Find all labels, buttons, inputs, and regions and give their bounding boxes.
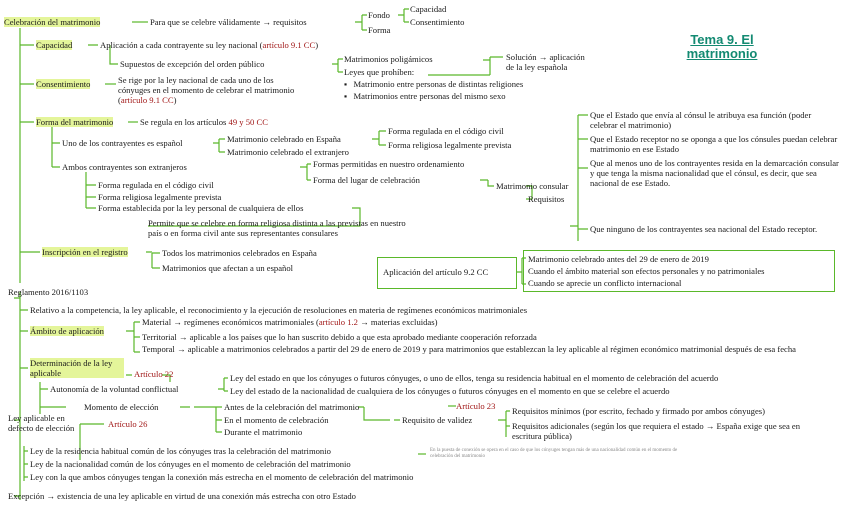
node-capacidad: Capacidad: [36, 40, 73, 50]
node-para-que: Para que se celebre válidamente → requisitos: [150, 17, 307, 27]
node-durante: Durante el matrimonio: [224, 427, 303, 437]
node-forma: Forma: [368, 25, 391, 35]
page-title: Tema 9. El matrimonio: [686, 32, 758, 61]
node-forma-matrimonio: Forma del matrimonio: [36, 117, 114, 127]
node-excepcion: Excepción → existencia de una ley aplicable en virtud de una conexión más estrecha con otro Estado: [8, 491, 356, 501]
node-f1: Forma regulada en el código civil: [98, 180, 214, 190]
node-d1: Ley de la residencia habitual común de los cónyuges tras la celebración del matrimonio: [30, 446, 331, 456]
node-supuestos: Supuestos de excepción del orden público: [120, 59, 265, 69]
node-d2: Ley de la nacionalidad común de los cónyuges en el momento de celebración del matrimonio: [30, 459, 351, 469]
node-consentimiento-item: Consentimiento: [410, 17, 465, 27]
node-celebrado-espana: Matrimonio celebrado en España: [227, 134, 341, 144]
consul-req-4: Que ninguno de los contrayentes sea nacional del Estado receptor.: [590, 224, 818, 234]
node-antes: Antes de la celebración del matrimonio: [224, 402, 360, 412]
capacidad-text: Aplicación a cada contrayente su ley nacional (artículo 9.1 CC): [100, 40, 319, 50]
node-requisito-validez: Requisito de validez: [402, 415, 473, 425]
node-uno-espanol: Uno de los contrayentes es español: [62, 138, 183, 148]
node-permitidas: Formas permitidas en nuestro ordenamiento: [313, 159, 465, 169]
consentimiento-text: Se rige por la ley nacional de cada uno de los cónyuges en el momento de celebrar el matrimonio (artículo 9.1 CC): [118, 75, 295, 105]
node-celebracion: Celebración del matrimonio: [4, 17, 101, 27]
node-nota: En la puesta de conexión se opera en el caso de que los cónyuges tengan más de una nacionalidad común en el momento de celebración del matrimonio: [430, 448, 678, 459]
node-capacidad-item: Capacidad: [410, 4, 447, 14]
aplicacion-a: Matrimonio celebrado antes del 29 de enero de 2019: [528, 254, 709, 264]
bullet-religiones: ▪ Matrimonio entre personas de distintas religiones: [344, 79, 524, 89]
node-leyes: Leyes que prohíben:: [344, 67, 415, 77]
ambito-temporal: Temporal → aplicable a matrimonios celebrados a partir del 29 de enero de 2019 y para matrimonios que establezcan la ley aplicable al régimen económico matrimonial después de esa fecha: [142, 344, 796, 354]
node-ley-nacionalidad: Ley del estado de la nacionalidad de cualquiera de los cónyuges o futuros cónyuges en el momento en que se celebre el acuerdo: [230, 386, 670, 396]
node-art26: Artículo 26: [108, 419, 148, 429]
node-consular: Matrimonio consular: [496, 181, 569, 191]
node-art22: Artículo 22: [134, 369, 174, 379]
node-ley-residencia: Ley del estado en que los cónyuges o futuros cónyuges, o uno de ellos, tenga su residencia habitual en el momento de celebración del acuerdo: [230, 373, 719, 383]
node-solucion: Solución → aplicación de la ley española: [506, 52, 585, 72]
node-en-momento: En el momento de celebración: [224, 415, 329, 425]
node-ambos-extranjeros: Ambos contrayentes son extranjeros: [62, 162, 187, 172]
node-ambito: Ámbito de aplicación: [30, 326, 104, 336]
node-art23: Artículo 23: [456, 401, 496, 411]
node-inscripcion-a: Todos los matrimonios celebrados en España: [162, 248, 317, 258]
node-req-minimos: Requisitos mínimos (por escrito, fechado y firmado por ambos cónyuges): [512, 406, 765, 416]
aplicacion-b: Cuando el ámbito material son efectos personales y no patrimoniales: [528, 266, 765, 276]
node-inscripcion: Inscripción en el registro: [42, 247, 128, 257]
node-celebrado-extranjero: Matrimonio celebrado el extranjero: [227, 147, 349, 157]
consul-req-1: Que el Estado que envía al cónsul le atribuya esa función (poder celebrar el matrimonio): [590, 110, 812, 130]
node-reglamento: Reglamento 2016/1103: [8, 287, 89, 297]
node-poligamicos: Matrimonios poligámicos: [344, 54, 433, 64]
node-f3: Forma establecida por la ley personal de cualquiera de ellos: [98, 203, 304, 213]
bullet-mismo-sexo: ▪ Matrimonios entre personas del mismo sexo: [344, 91, 506, 101]
consul-req-2: Que el Estado receptor no se oponga a que los cónsules puedan celebrar matrimonio en ese Estado: [590, 134, 838, 154]
node-relativo: Relativo a la competencia, la ley aplicable, el reconocimiento y la ejecución de resoluciones en materia de regímenes económicos matrimoniales: [30, 305, 528, 315]
node-autonomia: Autonomía de la voluntad conflictual: [50, 384, 179, 394]
node-defecto: Ley aplicable en defecto de elección: [8, 413, 75, 433]
node-lugar: Forma del lugar de celebración: [313, 175, 420, 185]
consul-req-3: Que al menos uno de los contrayentes resida en la demarcación consular y que tenga la misma nacionalidad que el cónsul, es decir, que sea nacional de ese Estado.: [590, 158, 839, 188]
node-inscripcion-b: Matrimonios que afectan a un español: [162, 263, 294, 273]
node-forma-religiosa: Forma religiosa legalmente prevista: [388, 140, 512, 150]
ambito-territorial: Territorial → aplicable a los países que lo han suscrito debido a que esta aprobado mediante cooperación reforzada: [142, 332, 537, 342]
node-forma-civil: Forma regulada en el código civil: [388, 126, 504, 136]
node-aplicacion: Aplicación del artículo 9.2 CC: [383, 267, 489, 277]
node-f2: Forma religiosa legalmente prevista: [98, 192, 222, 202]
node-consentimiento: Consentimiento: [36, 79, 91, 89]
forma-regula: Se regula en los artículos 49 y 50 CC: [140, 117, 268, 127]
ambito-material: Material → regímenes económicos matrimoniales (artículo 1.2 → materias excluidas): [142, 317, 438, 327]
node-determinacion: Determinación de la ley aplicable: [30, 358, 124, 378]
node-requisitos: Requisitos: [528, 194, 565, 204]
node-d3: Ley con la que ambos cónyuges tengan la conexión más estrecha en el momento de celebración del matrimonio: [30, 472, 414, 482]
node-momento: Momento de elección: [84, 402, 159, 412]
aplicacion-c: Cuando se aprecie un conflicto internacional: [528, 278, 682, 288]
node-permite: Permite que se celebre en forma religiosa distinta a las previstas en nuestro país o en forma civil ante sus representantes consulares: [148, 218, 406, 238]
node-req-adicionales: Requisitos adicionales (según los que requiera el estado → España exige que sea en escritura pública): [512, 421, 801, 441]
node-fondo: Fondo: [368, 10, 390, 20]
